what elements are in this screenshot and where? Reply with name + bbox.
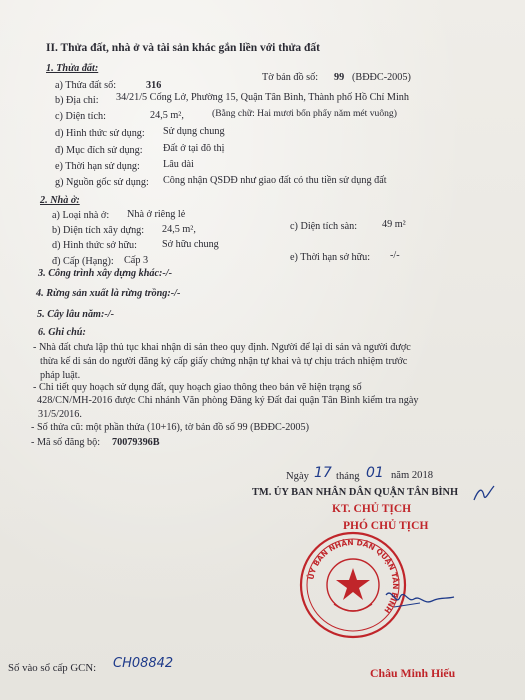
note-2-line-2: 428/CN/MH-2016 được Chi nhánh Văn phòng Đăng ký Đất đai quận Tân Bình kiểm tra ngày xyxy=(37,395,419,406)
house-type: Nhà ở riêng lẻ xyxy=(127,209,186,220)
note-1-line-1: - Nhà đất chưa lập thủ tục khai nhận di sản theo quy định. Người để lại di sản và người được xyxy=(33,342,411,353)
floor-area: 49 m² xyxy=(382,219,406,230)
note-1-line-2: thừa kế di sản do người đăng ký cấp giấy chứng nhận tự khai và tự chịu trách nhiệm trước xyxy=(40,356,408,367)
initial-mark xyxy=(470,482,498,506)
production-forest: 4. Rừng sản xuất là rừng trồng:-/- xyxy=(36,288,181,299)
house-heading: 2. Nhà ở: xyxy=(40,195,80,206)
land-area: 24,5 m², xyxy=(150,110,184,121)
land-heading: 1. Thửa đất: xyxy=(46,63,99,74)
section-title: II. Thửa đất, nhà ở và tài sản khác gắn liền với thửa đất xyxy=(46,42,320,54)
own-form-label: d) Hình thức sở hữu: xyxy=(52,240,137,251)
map-label: Tờ bản đồ số: xyxy=(262,72,319,83)
role-deputy: KT. CHỦ TỊCH xyxy=(332,503,412,515)
signer-name: Châu Minh Hiếu xyxy=(370,666,456,680)
house-type-label: a) Loại nhà ở: xyxy=(52,210,110,221)
grade: Cấp 3 xyxy=(124,255,149,266)
build-area: 24,5 m², xyxy=(162,224,196,235)
issuing-authority: TM. ỦY BAN NHÂN DÂN QUẬN TÂN BÌNH xyxy=(252,487,459,498)
note-1-line-3: pháp luật. xyxy=(40,370,81,381)
note-old-parcel: - Số thửa cũ: một phần thửa (10+16), tờ bản đồ số 99 (BĐĐC-2005) xyxy=(31,422,309,433)
role-vice-chair: PHÓ CHỦ TỊCH xyxy=(343,520,429,532)
date-prefix: Ngày xyxy=(286,471,309,482)
cert-number-label: Số vào sổ cấp GCN: xyxy=(8,662,97,674)
date-day: 17 xyxy=(314,465,332,481)
floor-area-label: c) Diện tích sàn: xyxy=(290,221,358,232)
build-area-label: b) Diện tích xây dựng: xyxy=(52,225,145,236)
origin-label: g) Nguồn gốc sử dụng: xyxy=(55,177,149,188)
use-form: Sử dụng chung xyxy=(163,126,225,137)
date-month-label: tháng xyxy=(336,471,360,482)
area-in-words: (Bằng chữ: Hai mươi bốn phẩy năm mét vuông) xyxy=(212,108,397,119)
use-form-label: d) Hình thức sử dụng: xyxy=(55,128,145,139)
handwritten-signature xyxy=(380,585,460,615)
perennial-trees: 5. Cây lâu năm:-/- xyxy=(37,309,114,320)
date-month: 01 xyxy=(366,465,384,481)
note-reg-label: - Mã số đăng bộ: xyxy=(31,437,101,448)
own-term-label: e) Thời hạn sở hữu: xyxy=(290,252,371,263)
other-works: 3. Công trình xây dựng khác:-/- xyxy=(38,268,173,279)
note-2-line-3: 31/5/2016. xyxy=(38,409,82,420)
registration-code: 70079396B xyxy=(112,437,160,448)
origin: Công nhận QSDĐ như giao đất có thu tiền sử dụng đất xyxy=(163,175,387,186)
own-form: Sở hữu chung xyxy=(162,239,219,250)
note-2-line-1: - Chi tiết quy hoạch sử dụng đất, quy hoạch giao thông theo bản vẽ hiện trạng số xyxy=(33,382,362,393)
cert-number: CH08842 xyxy=(113,656,174,671)
address: 34/21/5 Cống Lở, Phường 15, Quận Tân Bình, Thành phố Hồ Chí Minh xyxy=(116,92,409,103)
parcel-number: 316 xyxy=(146,80,162,91)
own-term: -/- xyxy=(390,250,400,261)
map-number: 99 xyxy=(334,72,345,83)
purpose: Đất ở tại đô thị xyxy=(163,143,225,154)
grade-label: đ) Cấp (Hạng): xyxy=(52,256,114,267)
term: Lâu dài xyxy=(163,159,194,170)
parcel-label: a) Thửa đất số: xyxy=(55,80,117,91)
date-year: năm 2018 xyxy=(391,470,434,481)
svg-text:ỦY BAN NHÂN DÂN QUẬN TÂN BÌNH: ỦY BAN NHÂN DÂN QUẬN TÂN BÌNH xyxy=(306,537,401,615)
notes-heading: 6. Ghi chú: xyxy=(38,327,86,338)
area-label: c) Diện tích: xyxy=(55,111,106,122)
term-label: e) Thời hạn sử dụng: xyxy=(55,161,140,172)
address-label: b) Địa chỉ: xyxy=(55,95,99,106)
map-suffix: (BĐĐC-2005) xyxy=(352,72,411,83)
purpose-label: đ) Mục đích sử dụng: xyxy=(55,145,143,156)
